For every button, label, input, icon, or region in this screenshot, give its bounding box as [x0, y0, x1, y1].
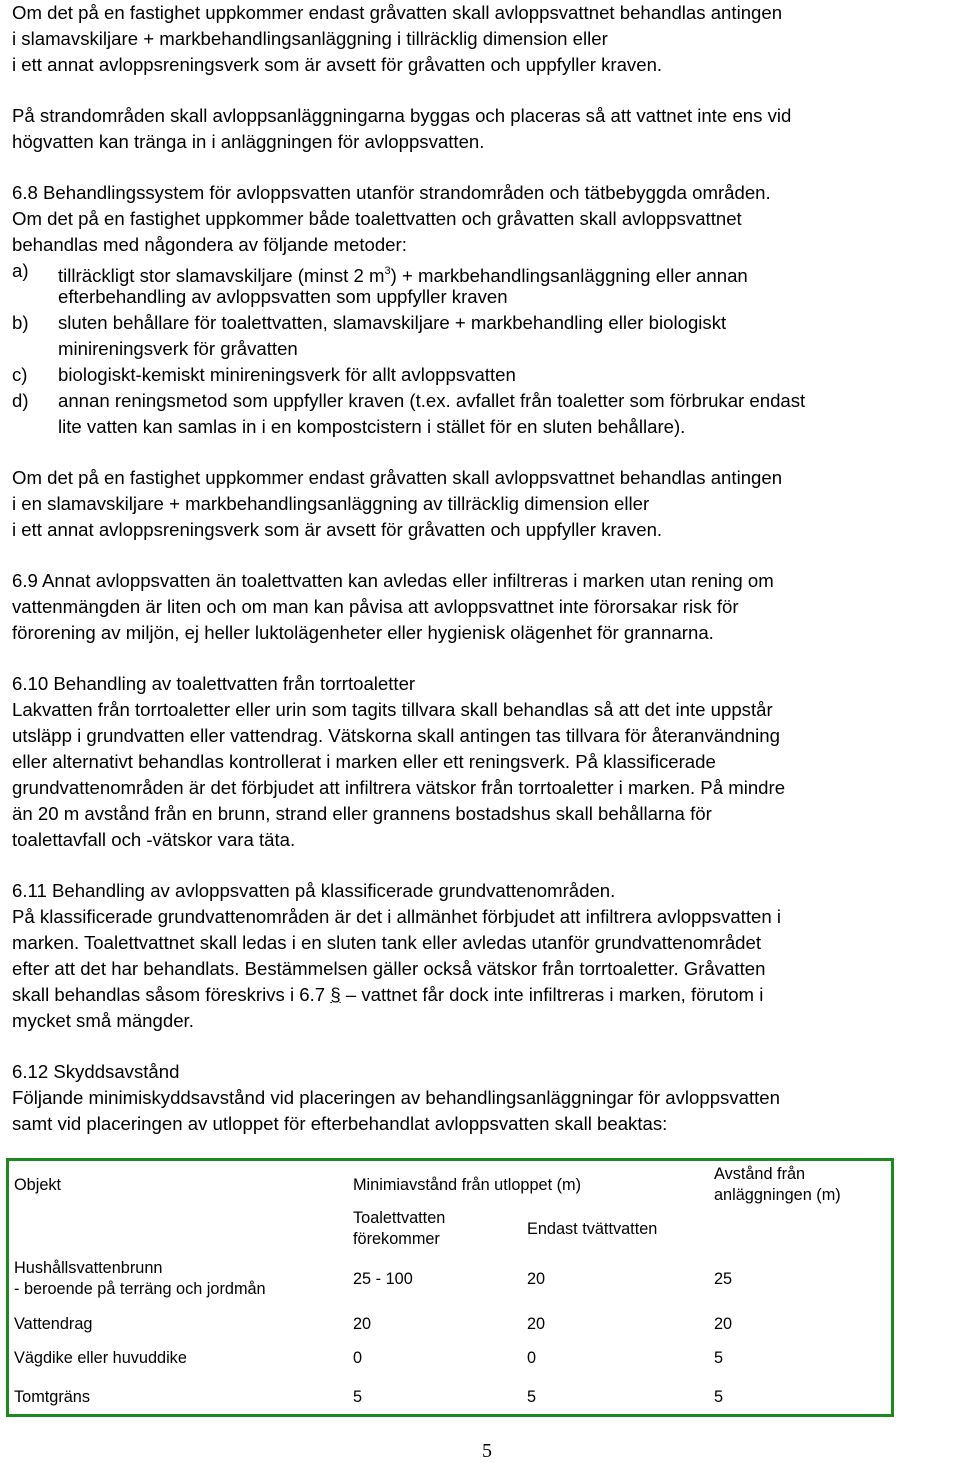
section-heading: 6.11 Behandling av avloppsvatten på klassificerade grundvattenområden.	[12, 880, 616, 901]
paragraph-line: vattenmängden är liten och om man kan påvisa att avloppsvattnet inte förorsakar risk för	[12, 596, 739, 617]
paragraph-line: efter att det har behandlats. Bestämmelsen gäller också vätskor från torrtoaletter. Gråvatten	[12, 958, 766, 979]
text-span: – vattnet får dock inte infiltreras i marken, förutom i	[340, 984, 764, 1005]
list-item-continuation: lite vatten kan samlas in i en kompostcistern i stället för en sluten behållare).	[58, 416, 686, 437]
paragraph-line: 6.9 Annat avloppsvatten än toalettvatten kan avledas eller infiltreras i marken utan rening om	[12, 570, 774, 591]
paragraph-line: Om det på en fastighet uppkommer både toalettvatten och gråvatten skall avloppsvattnet	[12, 208, 742, 229]
paragraph-line: eller alternativt behandlas kontrollerat i marken eller ett reningsverk. På klassificerade	[12, 751, 716, 772]
table-subheader-toalettvatten: förekommer	[353, 1230, 440, 1248]
paragraph-line: På strandområden skall avloppsanläggningarna byggas och placeras så att vattnet inte ens vid	[12, 105, 792, 126]
paragraph-line: Följande minimiskyddsavstånd vid placeringen av behandlingsanläggningar för avloppsvatten	[12, 1087, 780, 1108]
table-header-objekt: Objekt	[14, 1176, 62, 1194]
list-label: d)	[12, 390, 29, 411]
table-subheader-tvattvatten: Endast tvättvatten	[527, 1220, 658, 1238]
table-cell-objekt: - beroende på terräng och jordmån	[14, 1280, 266, 1298]
paragraph-line: marken. Toalettvattnet skall ledas i en sluten tank eller avledas utanför grundvattenområdet	[12, 932, 762, 953]
superscript: 3	[384, 265, 391, 277]
list-item-continuation: minireningsverk för gråvatten	[58, 338, 298, 359]
list-item	[12, 364, 516, 386]
paragraph-line: högvatten kan tränga in i anläggningen för avloppsvatten.	[12, 131, 485, 152]
list-label: c)	[12, 364, 28, 385]
list-item-continuation: efterbehandling av avloppsvatten som uppfyller kraven	[58, 286, 508, 307]
table-cell-anl: 25	[714, 1270, 733, 1288]
paragraph-line: i ett annat avloppsreningsverk som är avsett för gråvatten och uppfyller kraven.	[12, 519, 663, 540]
paragraph-line: utsläpp i grundvatten eller vattendrag. Vätskorna skall antingen tas tillvara för återanvändning	[12, 725, 780, 746]
paragraph-line: mycket små mängder.	[12, 1010, 194, 1031]
paragraph-line: i en slamavskiljare + markbehandlingsanläggning av tillräcklig dimension eller	[12, 493, 650, 514]
list-text: ) + markbehandlingsanläggning eller annan	[390, 265, 748, 286]
section-heading: 6.10 Behandling av toalettvatten från torrtoaletter	[12, 673, 416, 694]
table-cell-tvatt: 5	[527, 1388, 537, 1406]
section-heading: 6.8 Behandlingssystem för avloppsvatten utanför strandområden och tätbebyggda områden.	[12, 182, 771, 203]
list-text: annan reningsmetod som uppfyller kraven (t.ex. avfallet från toaletter som förbrukar endast	[58, 390, 806, 411]
paragraph-line: Om det på en fastighet uppkommer endast gråvatten skall avloppsvattnet behandlas antingen	[12, 467, 783, 488]
page-number: 5	[482, 1440, 492, 1462]
list-label: a)	[12, 260, 29, 281]
paragraph-line: Lakvatten från torrtoaletter eller urin som tagits tillvara skall behandlas så att det inte uppstår	[12, 699, 773, 720]
section-reference-link[interactable]: §	[330, 984, 341, 1005]
paragraph-line: behandlas med någondera av följande metoder:	[12, 234, 407, 255]
table-cell-anl: 5	[714, 1349, 724, 1367]
table-cell-objekt: Tomtgräns	[14, 1388, 91, 1406]
paragraph-line: i slamavskiljare + markbehandlingsanläggning i tillräcklig dimension eller	[12, 28, 608, 49]
list-item	[12, 390, 805, 412]
paragraph-line: Om det på en fastighet uppkommer endast gråvatten skall avloppsvattnet behandlas antingen	[12, 2, 783, 23]
section-heading: 6.12 Skyddsavstånd	[12, 1061, 180, 1082]
paragraph-line	[12, 984, 763, 1006]
list-text: tillräckligt stor slamavskiljare (minst 2 m	[58, 265, 385, 286]
table-header-anlaggning: Avstånd från	[714, 1165, 806, 1183]
table-cell-anl: 20	[714, 1315, 733, 1333]
table-cell-objekt: Hushållsvattenbrunn	[14, 1259, 163, 1277]
paragraph-line: än 20 m avstånd från en brunn, strand eller grannens bostadshus skall behållarna för	[12, 803, 712, 824]
paragraph-line: förorening av miljön, ej heller luktolägenheter eller hygienisk olägenhet för grannarna.	[12, 622, 714, 643]
text-span: skall behandlas såsom föreskrivs i 6.7	[12, 984, 331, 1005]
table-header-utlopp: Minimiavstånd från utloppet (m)	[353, 1176, 582, 1194]
table-cell-objekt: Vattendrag	[14, 1315, 93, 1333]
list-text: biologiskt-kemiskt minireningsverk för allt avloppsvatten	[58, 364, 516, 385]
table-cell-toa: 5	[353, 1388, 363, 1406]
list-item	[12, 312, 726, 334]
table-cell-toa: 25 - 100	[353, 1270, 413, 1288]
paragraph-line: På klassificerade grundvattenområden är det i allmänhet förbjudet att infiltrera avloppsvatten i	[12, 906, 781, 927]
list-label: b)	[12, 312, 29, 333]
table-cell-objekt: Vägdike eller huvuddike	[14, 1349, 187, 1367]
table-cell-tvatt: 20	[527, 1270, 546, 1288]
paragraph-line: i ett annat avloppsreningsverk som är avsett för gråvatten och uppfyller kraven.	[12, 54, 663, 75]
table-cell-anl: 5	[714, 1388, 724, 1406]
paragraph-line: grundvattenområden är det förbjudet att infiltrera vätskor från torrtoaletter i marken. På mindre	[12, 777, 786, 798]
paragraph-line: samt vid placeringen av utloppet för efterbehandlat avloppsvatten skall beaktas:	[12, 1113, 668, 1134]
paragraph-line: toalettavfall och -vätskor vara täta.	[12, 829, 296, 850]
table-cell-tvatt: 0	[527, 1349, 537, 1367]
list-text: sluten behållare för toalettvatten, slamavskiljare + markbehandling eller biologiskt	[58, 312, 727, 333]
list-item	[12, 260, 748, 287]
table-cell-toa: 20	[353, 1315, 372, 1333]
table-subheader-toalettvatten: Toalettvatten	[353, 1209, 446, 1227]
table-cell-tvatt: 20	[527, 1315, 546, 1333]
table-header-anlaggning: anläggningen (m)	[714, 1186, 841, 1204]
table-cell-toa: 0	[353, 1349, 363, 1367]
